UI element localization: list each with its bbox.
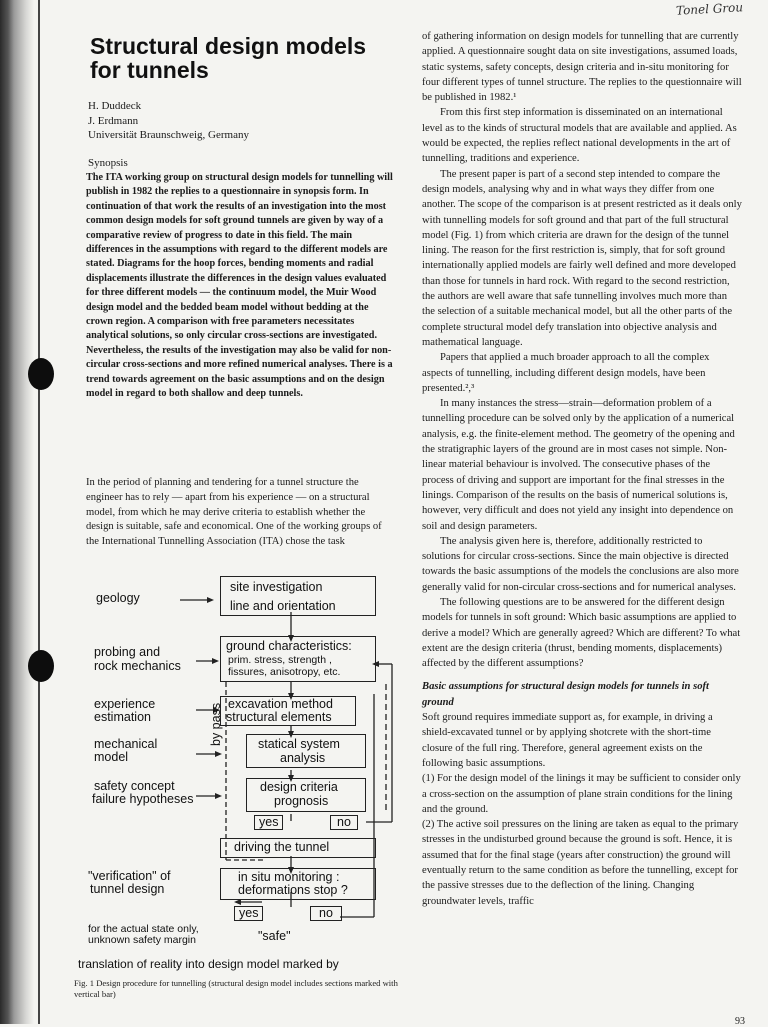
monitoring-label: in situ monitoring : — [238, 870, 340, 884]
paragraph: (2) The active soil pressures on the lining are taken as equal to the primary stresses in the undisturbed ground because the ground is soft. Hence, it is assumed that for the final stage (years after construction) the ground will eventually return to the same condition as before the tunnelling, except for the passive stresses due to the deflection of the lining. Changing groundwater levels, traffic — [422, 819, 739, 907]
paragraph: The following questions are to be answered for the different design models for tunnels in soft ground: Which basic assumptions are applied to derive a model? Which are generally agreed? Which are different? To what extent are the design criteria (thrust, bending moments, displacements) affected by the different assumptions? — [422, 596, 741, 670]
actual-state-label: for the actual state only, — [88, 923, 199, 935]
yes-box-2: yes — [234, 906, 263, 921]
handwritten-note: Tonel Grou — [675, 0, 744, 18]
safety-margin-label: unknown safety margin — [88, 934, 196, 946]
synopsis-text: The ITA working group on structural design models for tunnelling will publish in 1982 the replies to a questionnaire in synopsis form. In continuation of that work the results of an investigation into the most common design models for soft ground tunnels are given by way of a comparative review of progress to date in this field. The main differences in the assumptions with regard to the different models are stated. Diagrams for the hoop forces, bending moments and radial displacements illustrate the differences in the design values evaluated for three different models — the continuum model, the Muir Wood design model and the bedded beam model without bedding at the crown region. A comparison with free parameters necessitates analytical solutions, so only circular cross-sections are investigated. Nevertheless, the results of the investigation may also be valid for non-circular cross-sections and more refined numerical analyses. There is a trend towards agreement on the basic assumptions and on the design model in regard to both shallow and deep tunnels. — [86, 172, 393, 400]
failure-hypotheses-label: failure hypotheses — [92, 792, 194, 806]
affiliation: Universität Braunschweig, Germany — [88, 129, 249, 141]
no-box: no — [330, 815, 358, 830]
by-pass-label: by pass — [209, 702, 223, 746]
prognosis-label: prognosis — [274, 794, 329, 808]
site-investigation-label: site investigation — [230, 580, 323, 594]
punch-hole-bottom — [28, 650, 54, 682]
yes-box: yes — [254, 815, 283, 830]
translation-note: translation of reality into design model marked by — [78, 957, 339, 971]
paragraph: Papers that applied a much broader approach to all the complex aspects of tunnelling, including different design models, have been presented.²,³ — [422, 352, 710, 394]
paragraph: The present paper is part of a second step intended to compare the design models, analysing why and in what ways they differ from one another. The scope of the comparison is at present restricted as it deals only with tunnelling models for soft ground and that part of the full structural model (Fig. 1) from which criteria are drawn for the design of the tunnel lining. The reason for the first restriction is, simply, that for soft ground internationally applied models are fairly well defined and more developed than those for tunnels in hard rock. With regard to the second restriction, the authors are well aware that safe tunnelling involves much more than the selection of a suitable mechanical model, but all the other parts of the complete structural model defy translation into objective analysis and mathematical language. — [422, 168, 742, 348]
punch-hole-top — [28, 358, 54, 390]
ground-detail-1: prim. stress, strength , — [228, 654, 332, 666]
estimation-label: estimation — [94, 710, 151, 724]
tunnel-design-label: tunnel design — [90, 882, 165, 896]
design-procedure-figure — [70, 574, 400, 994]
paragraph: From this first step information is disseminated on an international level as to the kinds of structural models that are available and applied. As would be expected, the replies reflect national developments in the art of tunnelling, traditions and experience. — [422, 107, 737, 165]
paragraph: of gathering information on design models for tunnelling that are currently applied. A questionnaire sought data on site investigations, assumed loads, static systems, safety concepts, design criteria and in-situ monitoring for four different types of tunnel structure. The replies to the questionnaire will be published in 1982.¹ — [422, 31, 742, 104]
intro-paragraph: In the period of planning and tendering for a tunnel structure the engineer has to rely — apart from his experience — on a structural model, from which he may derive criteria to establish whether the design is suitable, safe and economical. One of the working groups of the International Tunnelling Association (ITA) chose the task — [86, 477, 382, 548]
statical-system-label: statical system — [258, 737, 340, 751]
right-column — [422, 29, 742, 909]
rock-mechanics-label: rock mechanics — [94, 659, 181, 673]
design-criteria-label: design criteria — [260, 780, 338, 794]
excavation-method-label: excavation method — [228, 697, 333, 711]
geology-label: geology — [96, 591, 140, 605]
paragraph: In many instances the stress—strain—deformation problem of a tunnelling procedure can be solved only by the application of a numerical analysis, e.g. the finite-element method. The geometry of the opening and the stratigraphic layers of the ground are in most cases not simple. Non-linear material behaviour is involved. The consecutive phases of the process of driving and support are important for the final stresses in the linings. Comparison of the results on the basis of numerical solutions is, however, very difficult and does not yield any insight into dependence on soil and design parameters. — [422, 398, 735, 532]
paragraph: The analysis given here is, therefore, additionally restricted to solutions for circular cross-sections. Since the main objective is directed towards the basic assumptions of the models the conclusions are also more generally valid for non-circular cross-sections and for numerical analyses. — [422, 535, 739, 593]
synopsis-heading: Synopsis — [88, 157, 128, 169]
structural-elements-label: structural elements — [226, 710, 332, 724]
binding-line — [38, 0, 40, 1024]
analysis-label: analysis — [280, 751, 326, 765]
author-2: J. Erdmann — [88, 114, 139, 127]
paragraph: Soft ground requires immediate support as, for example, in driving a shield-excavated tunnel or by applying shotcrete with the short-time closure of the full ring. Therefore, general agreement exists on the following basic assumptions. — [422, 712, 713, 769]
page-number: 93 — [735, 1016, 745, 1027]
paragraph: (1) For the design model of the linings it may be sufficient to consider only a cross-section on the assumption of plane strain conditions for the lining and the ground. — [422, 773, 741, 815]
verification-label: "verification" of — [88, 869, 171, 883]
ground-characteristics-label: ground characteristics: — [226, 639, 352, 653]
article-title: Structural design models for tunnels — [90, 33, 367, 83]
mechanical-label: mechanical — [94, 737, 158, 751]
probing-label: probing and — [94, 645, 161, 659]
author-1: H. Duddeck — [88, 100, 142, 112]
model-label: model — [94, 750, 129, 764]
safety-concept-label: safety concept — [94, 779, 175, 793]
driving-label: driving the tunnel — [234, 840, 330, 854]
no-box-2: no — [310, 906, 342, 921]
ground-detail-2: fissures, anisotropy, etc. — [228, 666, 341, 678]
section-heading: Basic assumptions for structural design models for tunnels in soft ground — [422, 681, 709, 708]
author-block — [88, 99, 249, 143]
figure-caption: Fig. 1 Design procedure for tunnelling (structural design model includes sections marked with vertical bar) — [74, 978, 398, 999]
deformations-label: deformations stop ? — [238, 883, 348, 897]
line-orientation-label: line and orientation — [230, 599, 336, 613]
safe-label: "safe" — [258, 929, 291, 943]
page-binding-shadow — [0, 0, 34, 1024]
experience-label: experience — [94, 697, 156, 711]
